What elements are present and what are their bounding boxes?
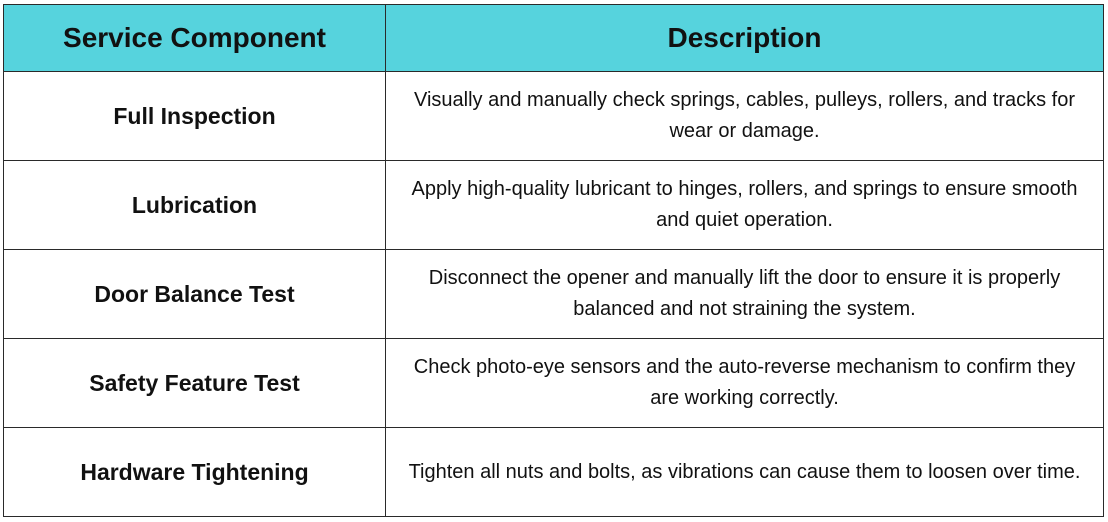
table-row [4,72,1104,161]
table-row [4,161,1104,250]
row-description-cell: Check photo-eye sensors and the auto-reverse mechanism to confirm they are working correctly. [386,339,1104,428]
row-component-cell: Hardware Tightening [4,428,386,517]
row-component-cell: Lubrication [4,161,386,250]
table-header-row [4,5,1104,72]
service-table-container [3,4,1103,518]
row-component-cell: Safety Feature Test [4,339,386,428]
service-components-table [3,4,1104,517]
table-row [4,339,1104,428]
row-component-cell: Door Balance Test [4,250,386,339]
table-row [4,250,1104,339]
row-description-cell: Tighten all nuts and bolts, as vibrations can cause them to loosen over time. [386,428,1104,517]
header-service-component: Service Component [4,5,386,72]
row-description-cell: Disconnect the opener and manually lift the door to ensure it is properly balanced and not straining the system. [386,250,1104,339]
row-description-cell: Apply high-quality lubricant to hinges, rollers, and springs to ensure smooth and quiet operation. [386,161,1104,250]
header-description: Description [386,5,1104,72]
row-component-cell: Full Inspection [4,72,386,161]
table-row [4,428,1104,517]
row-description-cell: Visually and manually check springs, cables, pulleys, rollers, and tracks for wear or damage. [386,72,1104,161]
